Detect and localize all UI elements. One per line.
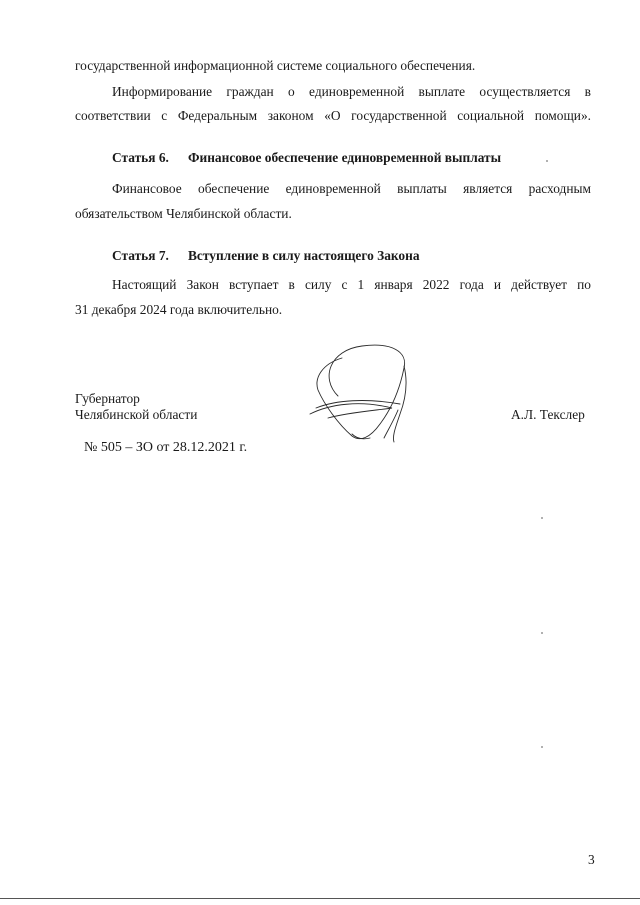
- paragraph-line: государственной информационной системе социального обеспечения.: [75, 58, 476, 73]
- paragraph-line: Информирование граждан о единовременной выплате осуществляется в: [112, 84, 591, 99]
- signer-name: А.Л. Текслер: [511, 407, 585, 422]
- article-number: Статья 7.: [112, 248, 169, 263]
- handwritten-signature-icon: [300, 338, 430, 456]
- law-number: № 505 – ЗО от 28.12.2021 г.: [84, 440, 248, 455]
- signer-region: Челябинской области: [75, 407, 198, 422]
- article-number: Статья 6.: [112, 150, 169, 165]
- scan-speck: [541, 746, 543, 748]
- paragraph-line: соответствии с Федеральным законом «О государственной социальной помощи».: [75, 108, 591, 123]
- article-7-heading: [112, 248, 420, 264]
- article-title: Финансовое обеспечение единовременной выплаты: [188, 150, 502, 165]
- scan-speck: [546, 160, 548, 162]
- scan-edge: [0, 898, 640, 899]
- paragraph-line: 31 декабря 2024 года включительно.: [75, 302, 283, 317]
- paragraph-line: Настоящий Закон вступает в силу с 1 января 2022 года и действует по: [112, 277, 591, 292]
- scan-speck: [541, 632, 543, 634]
- signer-position: Губернатор: [75, 391, 140, 406]
- page-number: 3: [588, 852, 595, 867]
- paragraph-line: Финансовое обеспечение единовременной выплаты является расходным: [112, 181, 591, 196]
- scan-speck: [541, 517, 543, 519]
- article-title: Вступление в силу настоящего Закона: [188, 248, 420, 263]
- paragraph-line: обязательством Челябинской области.: [75, 206, 292, 221]
- article-6-heading: [112, 150, 501, 166]
